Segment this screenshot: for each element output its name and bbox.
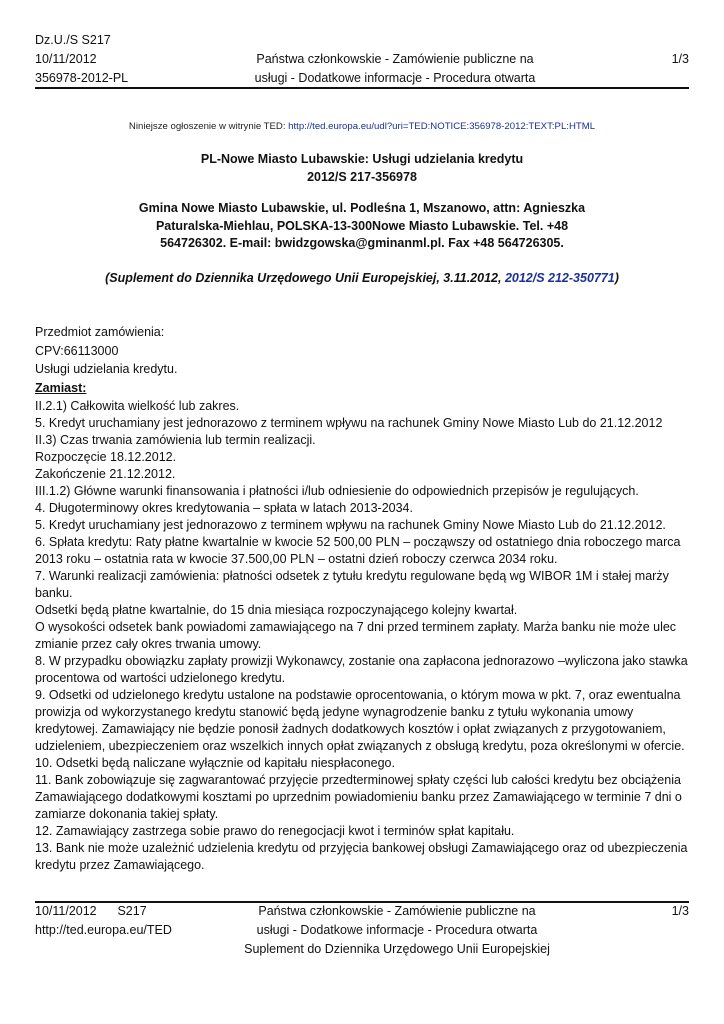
- contracting-authority: [60, 200, 664, 253]
- contracting-authority-line2: Paturalska-Miehlau, POLSKA-13-300Nowe Miasto Lubawskie. Tel. +48: [155, 218, 569, 233]
- body-paragraph: 9. Odsetki od udzielonego kredytu ustalone na podstawie oprocentowania, o którym mowa w pkt. 7, oraz ewentualna prowizja od wykorzystanego kredytu stanowić będą jedyne wynagrodzenie banku z tytułu wykonania umowy kredytowej. Zamawiający nie będzie ponosił żadnych dodatkowych kosztów i opłat związanych z przygotowaniem, udzieleniem, ubezpieczeniem oraz wszelkich innych opłat związanych z obsługą kredytu, poza określonymi w ofercie.: [35, 688, 685, 753]
- header-page-number: 1/3: [671, 52, 689, 66]
- header-category-line1: Państwa członkowskie - Zamówienie publiczne na: [256, 52, 534, 66]
- footer-line2: usługi - Dodatkowe informacje - Procedura otwarta: [256, 923, 538, 937]
- notice-body: [35, 398, 689, 874]
- subject-description: Usługi udzielania kredytu.: [35, 362, 178, 376]
- header-date: 10/11/2012: [35, 52, 97, 66]
- cpv-code: CPV:66113000: [35, 343, 119, 358]
- footer-url: http://ted.europa.eu/TED: [35, 923, 172, 937]
- subject-section: [35, 323, 689, 397]
- contracting-authority-line3: 564726302. E-mail: bwidzgowska@gminanml.pl. Fax +48 564726305.: [160, 236, 564, 250]
- body-paragraph: Zakończenie 21.12.2012.: [35, 467, 176, 481]
- supplement-prefix: (Suplement do Dziennika Urzędowego Unii Europejskiej, 3.11.2012,: [105, 271, 505, 285]
- notice-title-line2: 2012/S 217-356978: [307, 169, 417, 184]
- body-paragraph: 6. Spłata kredytu: Raty płatne kwartalnie w kwocie 52 500,00 PLN – począwszy od ostatniego dnia roboczego marca 2013 roku – ostatnia rata w kwocie 37.500,00 PLN – ostatni dzień roboczy czerwca 2034 roku.: [35, 535, 681, 566]
- body-paragraph: 13. Bank nie może uzależnić udzielenia kredytu od przyjęcia bankowej obsługi Zamawiającego oraz od ubezpieczenia kredytu przez Zamawiającego.: [35, 841, 688, 872]
- body-paragraph: II.2.1) Całkowita wielkość lub zakres.: [35, 399, 240, 413]
- body-paragraph: 5. Kredyt uruchamiany jest jednorazowo z terminem wpływu na rachunek Gminy Nowe Miasto Lub do 21.12.2012.: [35, 518, 666, 532]
- notice-id: 356978-2012-PL: [35, 71, 129, 85]
- contracting-authority-line1: Gmina Nowe Miasto Lubawskie, ul. Podleśna 1, Mszanowo, attn: Agnieszka: [138, 201, 586, 215]
- body-paragraph: 11. Bank zobowiązuje się zagwarantować przyjęcie przedterminowej spłaty części lub całości kredytu bez obciążenia Zamawiającego dodatkowymi kosztami po uprzednim powiadomieniu banku przez Zamawiającego w terminie 7 dni o zamiarze dokonania takiej spłaty.: [35, 773, 682, 821]
- supplement-link[interactable]: 2012/S 212-350771: [504, 271, 615, 285]
- header-category-line2: usługi - Dodatkowe informacje - Procedura otwarta: [254, 71, 536, 85]
- ted-notice-line: [35, 121, 689, 132]
- body-paragraph: 8. W przypadku obowiązku zapłaty prowizji Wykonawcy, zostanie ona zapłacona jednorazowo –wyliczona jako stawka procentowa od wartości udzielonego kredytu.: [35, 654, 688, 685]
- header-left: [35, 31, 215, 88]
- footer-date-code: 10/11/2012 S217: [35, 904, 147, 918]
- footer-line1: Państwa członkowskie - Zamówienie publiczne na: [258, 904, 536, 918]
- journal-ref: Dz.U./S S217: [35, 33, 111, 47]
- ted-notice-prefix: Niniejsze ogłoszenie w witrynie TED:: [128, 121, 289, 132]
- supplement-reference: [35, 271, 689, 285]
- supplement-suffix: ): [614, 271, 619, 285]
- body-paragraph: 7. Warunki realizacji zamówienia: płatności odsetek z tytułu kredytu regulowane będą wg WIBOR 1M i stałej marży banku.: [35, 569, 669, 600]
- notice-title: [60, 151, 664, 186]
- body-paragraph: Rozpoczęcie 18.12.2012.: [35, 450, 177, 464]
- body-paragraph: O wysokości odsetek bank powiadomi zamawiającego na 7 dni przed terminem zapłaty. Marża banku nie może ulec zmianie przez cały okres trwania umowy.: [35, 620, 677, 651]
- instead-heading: Zamiast:: [35, 380, 87, 395]
- body-paragraph: 12. Zamawiający zastrzega sobie prawo do renegocjacji kwot i terminów spłat kapitału.: [35, 824, 515, 838]
- footer-page-number: 1/3: [671, 904, 689, 918]
- subject-label: Przedmiot zamówienia:: [35, 325, 165, 339]
- body-paragraph: 10. Odsetki będą naliczane wyłącznie od kapitału niespłaconego.: [35, 756, 395, 770]
- footer-line3: Suplement do Dziennika Urzędowego Unii Europejskiej: [244, 942, 550, 956]
- body-paragraph: 5. Kredyt uruchamiany jest jednorazowo z terminem wpływu na rachunek Gminy Nowe Miasto Lub do 21.12.2012: [35, 416, 663, 430]
- ted-notice-link[interactable]: http://ted.europa.eu/udl?uri=TED:NOTICE:356978-2012:TEXT:PL:HTML: [288, 121, 596, 132]
- body-paragraph: II.3) Czas trwania zamówienia lub termin realizacji.: [35, 433, 316, 447]
- header-divider: [35, 87, 689, 89]
- body-paragraph: 4. Długoterminowy okres kredytowania – spłata w latach 2013-2034.: [35, 501, 413, 515]
- notice-title-line1: PL-Nowe Miasto Lubawskie: Usługi udzielania kredytu: [200, 152, 524, 166]
- footer-category: [197, 902, 597, 959]
- body-paragraph: Odsetki będą płatne kwartalnie, do 15 dnia miesiąca rozpoczynającego kolejny kwartał.: [35, 603, 518, 617]
- body-paragraph: III.1.2) Główne warunki finansowania i płatności i/lub odniesienie do odpowiednich przepisów je regulujących.: [35, 484, 639, 498]
- header-category: [225, 50, 565, 88]
